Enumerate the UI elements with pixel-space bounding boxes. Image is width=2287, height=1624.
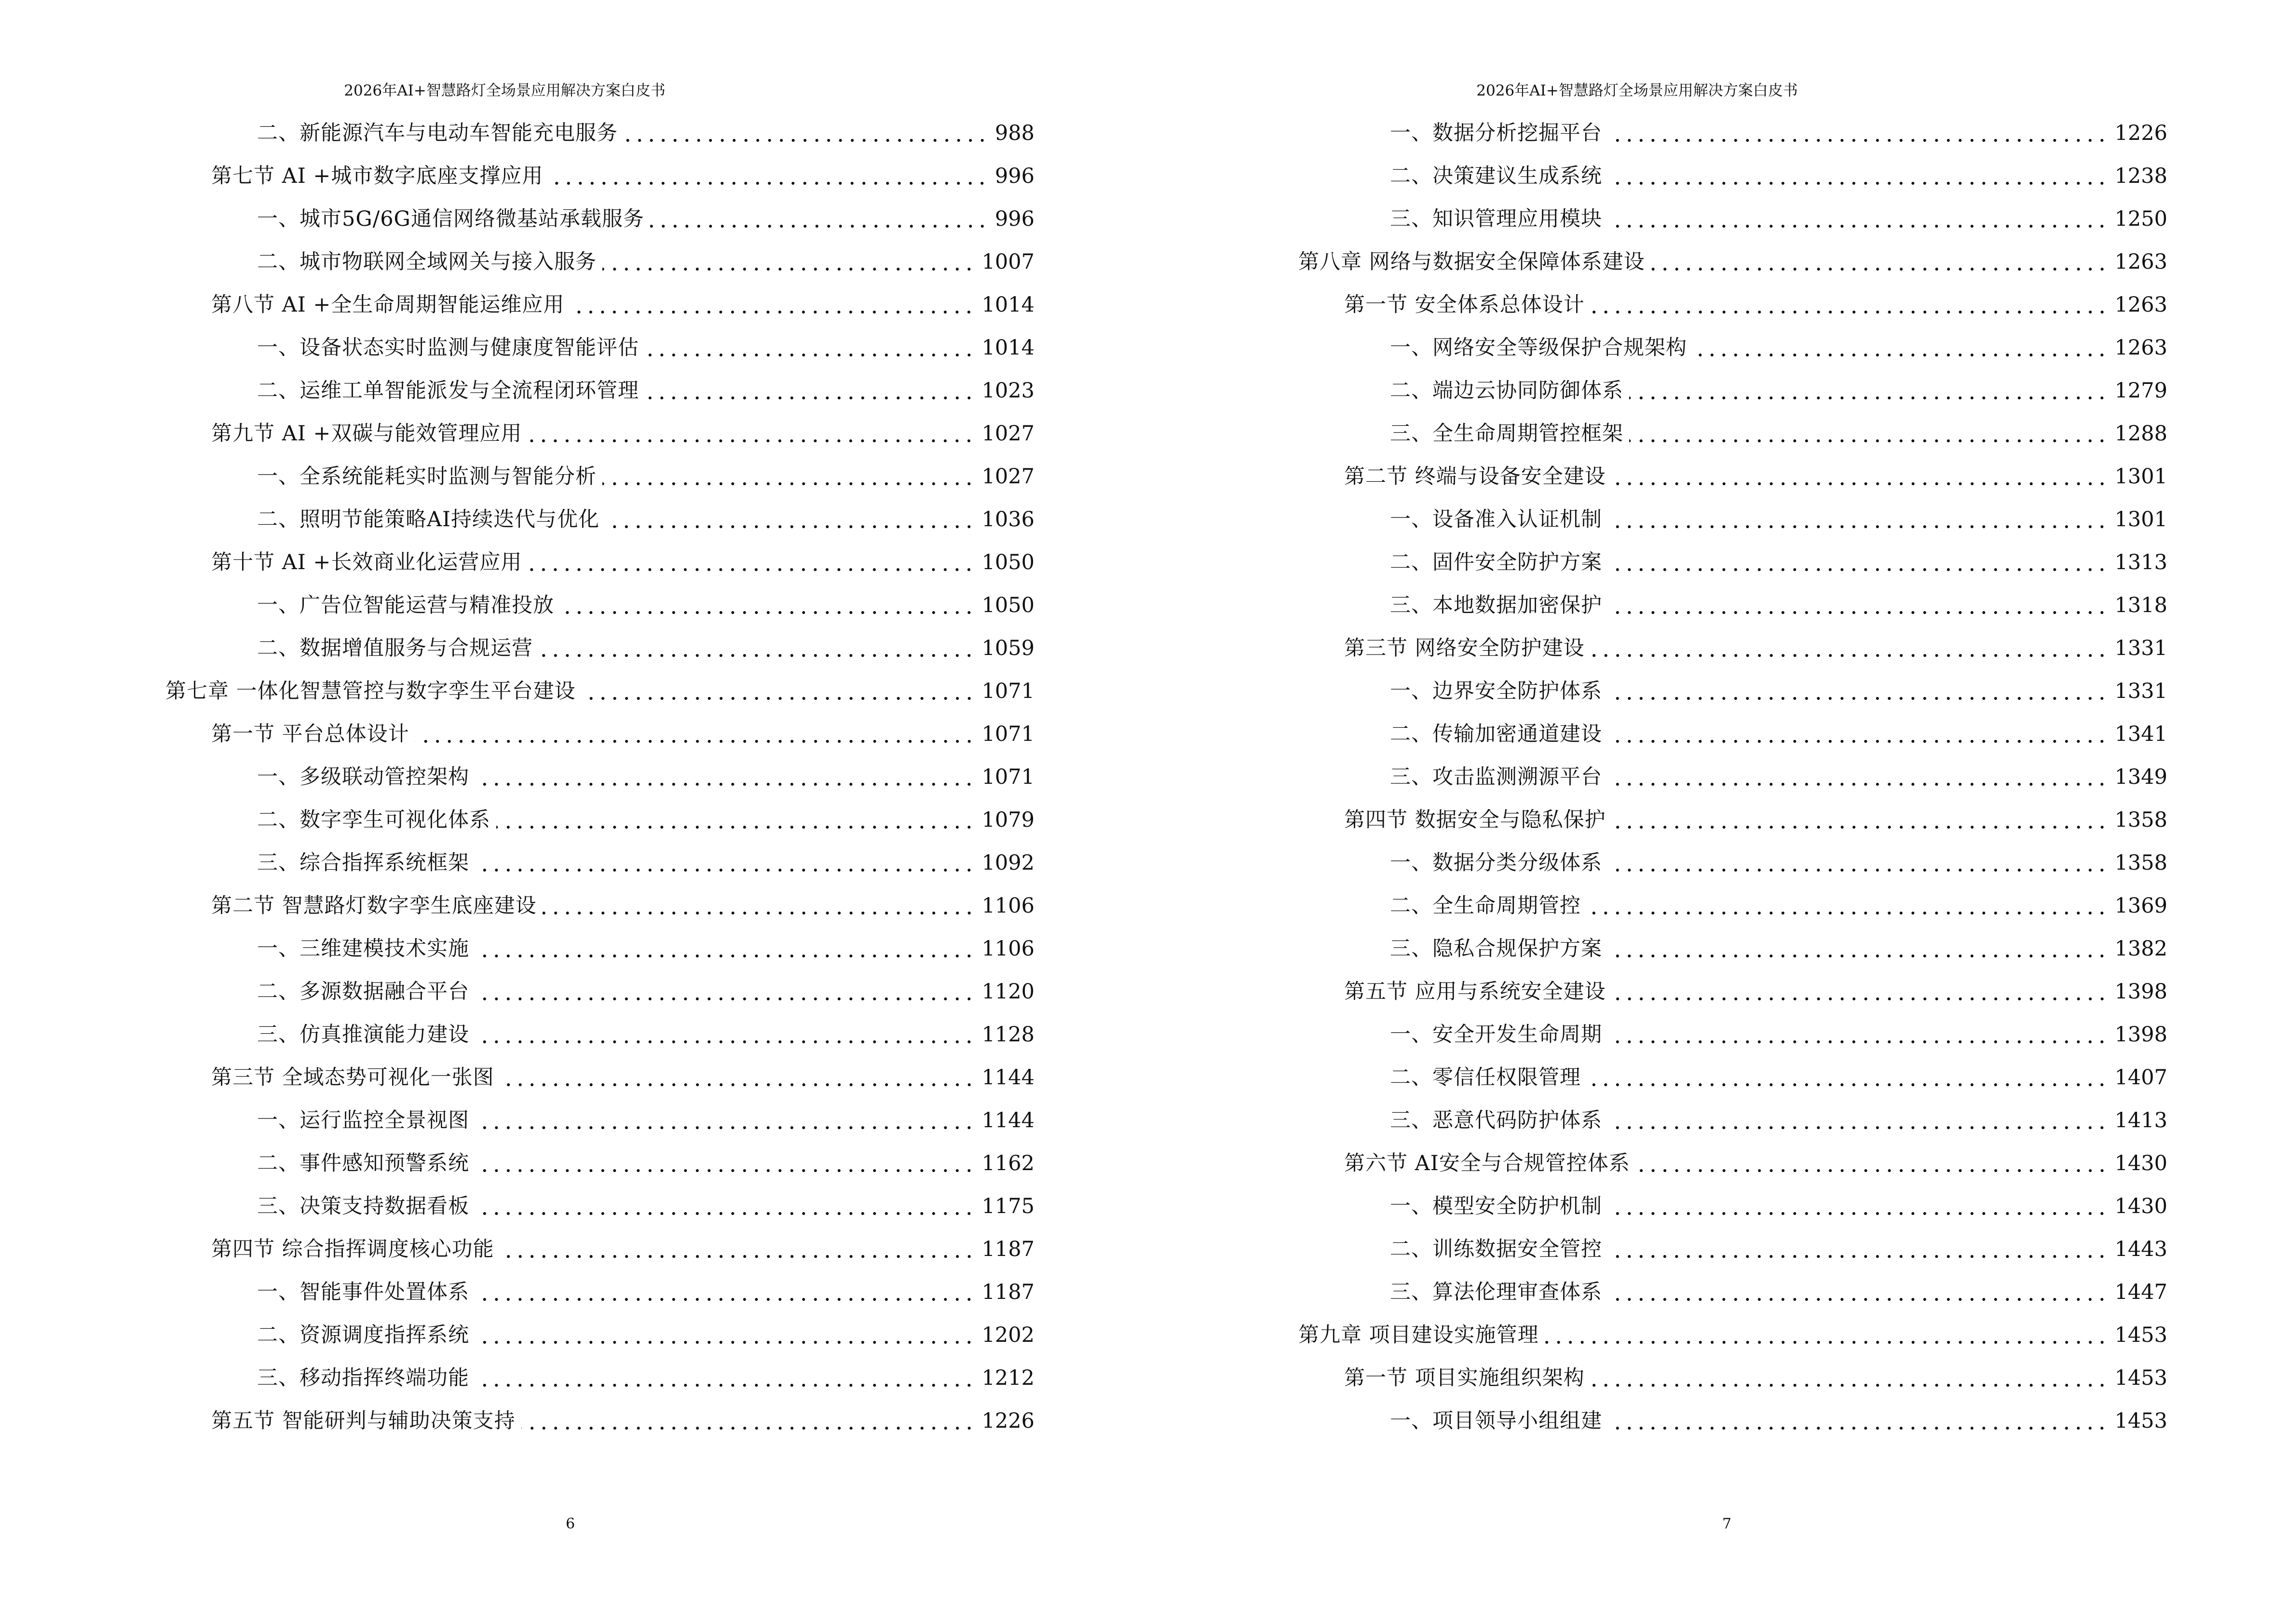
- toc-subsection-entry[interactable]: [165, 842, 1035, 885]
- toc-entry-page-number: 1263: [2114, 336, 2167, 360]
- toc-entry-page-number: 1212: [981, 1366, 1035, 1390]
- toc-subsection-entry[interactable]: [165, 455, 1035, 498]
- toc-entry-page-number: 1071: [981, 722, 1035, 746]
- toc-entry-title: 三、恶意代码防护体系: [1390, 1108, 1602, 1133]
- toc-subsection-entry[interactable]: [1298, 584, 2167, 627]
- toc-entry-page-number: 1382: [2114, 937, 2167, 961]
- toc-entry-title: 第六节 AI安全与合规管控体系: [1344, 1151, 1630, 1175]
- dot-leader: [1629, 436, 2108, 446]
- toc-entry-page-number: 1106: [981, 894, 1035, 918]
- toc-entry-title: 二、照明节能策略AI持续迭代与优化: [257, 507, 600, 532]
- toc-entry-title: 一、网络安全等级保护合规架构: [1390, 336, 1687, 360]
- toc-subsection-entry[interactable]: [1298, 155, 2167, 198]
- dot-leader: [1608, 1037, 2108, 1047]
- toc-subsection-entry[interactable]: [165, 627, 1035, 670]
- running-header: 2026年AI+智慧路灯全场景应用解决方案白皮书: [344, 82, 666, 99]
- dot-leader: [528, 565, 975, 574]
- dot-leader: [645, 393, 975, 403]
- toc-entry-title: 三、决策支持数据看板: [257, 1194, 469, 1218]
- toc-entry-page-number: 1027: [981, 464, 1035, 489]
- toc-subsection-entry[interactable]: [165, 241, 1035, 284]
- toc-subsection-entry[interactable]: [165, 970, 1035, 1013]
- toc-entry-page-number: 1349: [2114, 765, 2167, 789]
- toc-entry-title: 二、城市物联网全域网关与接入服务: [257, 250, 597, 274]
- toc-entry-page-number: 1413: [2114, 1108, 2167, 1133]
- dot-leader: [624, 136, 988, 145]
- toc-subsection-entry[interactable]: [1298, 1099, 2167, 1142]
- toc-entry-title: 第五节 智能研判与辅助决策支持: [211, 1409, 516, 1433]
- toc-entry-title: 第八章 网络与数据安全保障体系建设: [1298, 250, 1645, 274]
- right-page: [1144, 0, 2287, 1624]
- toc-entry-page-number: 1407: [2114, 1065, 2167, 1090]
- toc-entry-title: 二、决策建议生成系统: [1390, 164, 1602, 188]
- dot-leader: [415, 737, 975, 746]
- toc-entry-title: 二、新能源汽车与电动车智能充电服务: [257, 121, 618, 145]
- toc-entry-title: 二、运维工单智能派发与全流程闭环管理: [257, 379, 639, 403]
- toc-entry-page-number: 1014: [981, 336, 1035, 360]
- toc-entry-title: 三、全生命周期管控框架: [1390, 422, 1623, 446]
- toc-entry-title: 第三节 全域态势可视化一张图: [211, 1065, 494, 1090]
- toc-subsection-entry[interactable]: [165, 1357, 1035, 1400]
- toc-entry-page-number: 1398: [2114, 980, 2167, 1004]
- toc-entry-title: 一、智能事件处置体系: [257, 1280, 469, 1304]
- dot-leader: [475, 1295, 975, 1304]
- toc-entry-title: 第一节 项目实施组织架构: [1344, 1366, 1585, 1390]
- toc-entry-title: 第四节 数据安全与隐私保护: [1344, 808, 1606, 832]
- toc-section-entry[interactable]: [165, 1056, 1035, 1099]
- toc-entry-page-number: 1079: [981, 808, 1035, 832]
- toc-entry-page-number: 1226: [981, 1409, 1035, 1433]
- toc-entry-page-number: 1092: [981, 851, 1035, 875]
- dot-leader: [1608, 1423, 2108, 1433]
- toc-entry-page-number: 1027: [981, 422, 1035, 446]
- toc-entry-page-number: 1202: [981, 1323, 1035, 1347]
- toc-subsection-entry[interactable]: [1298, 1056, 2167, 1099]
- toc-entry-page-number: 1263: [2114, 293, 2167, 317]
- toc-entry-page-number: 1187: [981, 1280, 1035, 1304]
- toc-entry-page-number: 996: [994, 164, 1035, 188]
- toc-subsection-entry[interactable]: [165, 498, 1035, 541]
- toc-entry-title: 二、零信任权限管理: [1390, 1065, 1581, 1090]
- toc-entry-page-number: 1144: [981, 1065, 1035, 1090]
- toc-entry-page-number: 1453: [2114, 1366, 2167, 1390]
- toc-subsection-entry[interactable]: [1298, 885, 2167, 928]
- toc-entry-page-number: 1071: [981, 765, 1035, 789]
- dot-leader: [570, 307, 975, 317]
- toc-entry-title: 三、综合指挥系统框架: [257, 851, 469, 875]
- dot-leader: [521, 1423, 975, 1433]
- dot-leader: [500, 1252, 975, 1261]
- dot-leader: [605, 522, 975, 532]
- toc-entry-page-number: 1301: [2114, 464, 2167, 489]
- toc-subsection-entry[interactable]: [1298, 198, 2167, 241]
- dot-leader: [528, 436, 975, 446]
- toc-subsection-entry[interactable]: [165, 584, 1035, 627]
- toc-entry-page-number: 1023: [981, 379, 1035, 403]
- dot-leader: [475, 865, 975, 875]
- toc-entry-title: 一、模型安全防护机制: [1390, 1194, 1602, 1218]
- dot-leader: [1608, 779, 2108, 789]
- toc-entry-page-number: 1430: [2114, 1194, 2167, 1218]
- toc-entry-title: 第二节 智慧路灯数字孪生底座建设: [211, 894, 537, 918]
- toc-subsection-entry[interactable]: [165, 756, 1035, 799]
- dot-leader: [602, 479, 975, 489]
- dot-leader: [475, 1037, 975, 1047]
- dot-leader: [539, 651, 975, 660]
- toc-entry-page-number: 1313: [2114, 550, 2167, 574]
- dot-leader: [1608, 865, 2108, 875]
- toc-entry-page-number: 1175: [981, 1194, 1035, 1218]
- toc-subsection-entry[interactable]: [1298, 842, 2167, 885]
- dot-leader: [500, 1080, 975, 1090]
- toc-chapter-entry[interactable]: [1298, 1314, 2167, 1357]
- toc-entry-page-number: 1443: [2114, 1237, 2167, 1261]
- toc-entry-page-number: 1279: [2114, 379, 2167, 403]
- dot-leader: [1591, 651, 2108, 660]
- dot-leader: [475, 1337, 975, 1347]
- toc-section-entry[interactable]: [165, 155, 1035, 198]
- dot-leader: [475, 994, 975, 1004]
- toc-entry-page-number: 1358: [2114, 808, 2167, 832]
- toc-entry-title: 一、运行监控全景视图: [257, 1108, 469, 1133]
- toc-entry-title: 第八节 AI +全生命周期智能运维应用: [211, 293, 565, 317]
- toc-subsection-entry[interactable]: [165, 327, 1035, 369]
- toc-entry-page-number: 1288: [2114, 422, 2167, 446]
- toc-subsection-entry[interactable]: [1298, 369, 2167, 412]
- toc-entry-title: 第一节 安全体系总体设计: [1344, 293, 1585, 317]
- toc-entry-title: 第七节 AI +城市数字底座支撑应用: [211, 164, 544, 188]
- toc-subsection-entry[interactable]: [1298, 670, 2167, 713]
- toc-subsection-entry[interactable]: [165, 369, 1035, 412]
- toc-entry-title: 第九章 项目建设实施管理: [1298, 1323, 1539, 1347]
- toc-section-entry[interactable]: [165, 713, 1035, 756]
- toc-subsection-entry[interactable]: [165, 198, 1035, 241]
- toc-entry-page-number: 1187: [981, 1237, 1035, 1261]
- toc-entry-page-number: 1050: [981, 593, 1035, 617]
- toc-entry-title: 一、设备准入认证机制: [1390, 507, 1602, 532]
- toc-chapter-entry[interactable]: [165, 670, 1035, 713]
- toc-section-entry[interactable]: [165, 885, 1035, 928]
- toc-subsection-entry[interactable]: [165, 1185, 1035, 1228]
- toc-subsection-entry[interactable]: [1298, 1185, 2167, 1228]
- toc-entry-page-number: 1447: [2114, 1280, 2167, 1304]
- toc-entry-page-number: 1250: [2114, 207, 2167, 231]
- toc-section-entry[interactable]: [1298, 1142, 2167, 1185]
- toc-subsection-entry[interactable]: [1298, 1271, 2167, 1314]
- toc-entry-title: 三、算法伦理审查体系: [1390, 1280, 1602, 1304]
- toc-section-entry[interactable]: [165, 1400, 1035, 1443]
- toc-subsection-entry[interactable]: [165, 1271, 1035, 1314]
- toc-section-entry[interactable]: [1298, 455, 2167, 498]
- dot-leader: [1591, 1380, 2108, 1390]
- dot-leader: [1612, 822, 2108, 832]
- toc-subsection-entry[interactable]: [165, 928, 1035, 970]
- dot-leader: [1608, 1123, 2108, 1133]
- toc-entry-title: 一、项目领导小组组建: [1390, 1409, 1602, 1433]
- dot-leader: [1608, 178, 2108, 188]
- page-number: 7: [1722, 1515, 1732, 1532]
- toc-entry-title: 一、边界安全防护体系: [1390, 679, 1602, 703]
- toc-section-entry[interactable]: [1298, 627, 2167, 670]
- toc-entry-page-number: 996: [994, 207, 1035, 231]
- dot-leader: [560, 608, 975, 617]
- toc-entry-title: 一、设备状态实时监测与健康度智能评估: [257, 336, 639, 360]
- dot-leader: [1591, 307, 2108, 317]
- toc-subsection-entry[interactable]: [1298, 1228, 2167, 1271]
- dot-leader: [1612, 994, 2108, 1004]
- toc-subsection-entry[interactable]: [165, 1099, 1035, 1142]
- toc-section-entry[interactable]: [165, 541, 1035, 584]
- toc-subsection-entry[interactable]: [1298, 327, 2167, 369]
- toc-entry-title: 二、资源调度指挥系统: [257, 1323, 469, 1347]
- dot-leader: [1545, 1337, 2108, 1347]
- toc-entry-page-number: 1453: [2114, 1323, 2167, 1347]
- toc-subsection-entry[interactable]: [165, 1142, 1035, 1185]
- dot-leader: [496, 822, 975, 832]
- toc-entry-title: 二、多源数据融合平台: [257, 980, 469, 1004]
- toc-entry-title: 一、数据分类分级体系: [1390, 851, 1602, 875]
- toc-entry-page-number: 1050: [981, 550, 1035, 574]
- dot-leader: [1608, 694, 2108, 703]
- toc-entry-title: 第二节 终端与设备安全建设: [1344, 464, 1606, 489]
- toc-entry-page-number: 1036: [981, 507, 1035, 532]
- dot-leader: [1608, 608, 2108, 617]
- toc-entry-page-number: 1014: [981, 293, 1035, 317]
- dot-leader: [1608, 951, 2108, 961]
- toc-section-entry[interactable]: [1298, 799, 2167, 842]
- toc-entry-page-number: 1453: [2114, 1409, 2167, 1433]
- toc-entry-page-number: 1318: [2114, 593, 2167, 617]
- toc-entry-title: 二、固件安全防护方案: [1390, 550, 1602, 574]
- dot-leader: [1651, 264, 2108, 274]
- toc-entry-title: 三、移动指挥终端功能: [257, 1366, 469, 1390]
- toc-entry-title: 一、城市5G/6G通信网络微基站承载服务: [257, 207, 644, 231]
- toc-entry-page-number: 1238: [2114, 164, 2167, 188]
- toc-entry-title: 二、数字孪生可视化体系: [257, 808, 490, 832]
- dot-leader: [549, 178, 988, 188]
- toc-entry-title: 第一节 平台总体设计: [211, 722, 409, 746]
- dot-leader: [1608, 136, 2108, 145]
- toc-section-entry[interactable]: [165, 284, 1035, 327]
- toc-entry-title: 一、多级联动管控架构: [257, 765, 469, 789]
- toc-entry-page-number: 1430: [2114, 1151, 2167, 1175]
- toc-section-entry[interactable]: [1298, 284, 2167, 327]
- toc-section-entry[interactable]: [165, 1228, 1035, 1271]
- toc-entry-title: 一、数据分析挖掘平台: [1390, 121, 1602, 145]
- toc-entry-page-number: 1128: [981, 1023, 1035, 1047]
- dot-leader: [475, 1166, 975, 1175]
- toc-entry-page-number: 1071: [981, 679, 1035, 703]
- dot-leader: [475, 779, 975, 789]
- toc-entry-page-number: 1331: [2114, 636, 2167, 660]
- toc-entry-page-number: 1106: [981, 937, 1035, 961]
- dot-leader: [1612, 479, 2108, 489]
- toc-entry-page-number: 1162: [981, 1151, 1035, 1175]
- dot-leader: [1608, 565, 2108, 574]
- toc-section-entry[interactable]: [1298, 1357, 2167, 1400]
- dot-leader: [1608, 737, 2108, 746]
- dot-leader: [1636, 1166, 2108, 1175]
- toc-entry-page-number: 1341: [2114, 722, 2167, 746]
- page-number: 6: [565, 1515, 575, 1532]
- toc-subsection-entry[interactable]: [165, 112, 1035, 155]
- toc-entry-title: 三、仿真推演能力建设: [257, 1023, 469, 1047]
- toc-section-entry[interactable]: [165, 412, 1035, 455]
- toc-subsection-entry[interactable]: [1298, 1400, 2167, 1443]
- dot-leader: [543, 908, 975, 918]
- toc-entry-page-number: 1263: [2114, 250, 2167, 274]
- toc-entry-title: 第五节 应用与系统安全建设: [1344, 980, 1606, 1004]
- toc-entry-title: 三、本地数据加密保护: [1390, 593, 1602, 617]
- toc-entry-title: 二、数据增值服务与合规运营: [257, 636, 533, 660]
- table-of-contents: [1298, 112, 2167, 1443]
- dot-leader: [1608, 221, 2108, 231]
- toc-entry-title: 二、传输加密通道建设: [1390, 722, 1602, 746]
- toc-subsection-entry[interactable]: [165, 1013, 1035, 1056]
- toc-entry-title: 第四节 综合指挥调度核心功能: [211, 1237, 494, 1261]
- toc-entry-title: 一、安全开发生命周期: [1390, 1023, 1602, 1047]
- toc-entry-title: 一、三维建模技术实施: [257, 937, 469, 961]
- toc-subsection-entry[interactable]: [1298, 928, 2167, 970]
- toc-entry-title: 一、全系统能耗实时监测与智能分析: [257, 464, 597, 489]
- toc-entry-page-number: 1331: [2114, 679, 2167, 703]
- dot-leader: [1608, 1295, 2108, 1304]
- toc-entry-title: 二、训练数据安全管控: [1390, 1237, 1602, 1261]
- dot-leader: [650, 221, 988, 231]
- toc-entry-page-number: 1398: [2114, 1023, 2167, 1047]
- toc-entry-title: 第十节 AI +长效商业化运营应用: [211, 550, 522, 574]
- toc-entry-page-number: 1120: [981, 980, 1035, 1004]
- dot-leader: [602, 264, 975, 274]
- toc-subsection-entry[interactable]: [1298, 756, 2167, 799]
- toc-subsection-entry[interactable]: [1298, 541, 2167, 584]
- dot-leader: [1608, 1252, 2108, 1261]
- toc-entry-title: 三、知识管理应用模块: [1390, 207, 1602, 231]
- toc-entry-title: 第七章 一体化智慧管控与数字孪生平台建设: [165, 679, 576, 703]
- toc-entry-page-number: 1301: [2114, 507, 2167, 532]
- toc-subsection-entry[interactable]: [1298, 1013, 2167, 1056]
- dot-leader: [1587, 1080, 2108, 1090]
- toc-chapter-entry[interactable]: [1298, 241, 2167, 284]
- toc-subsection-entry[interactable]: [165, 1314, 1035, 1357]
- dot-leader: [1608, 522, 2108, 532]
- toc-entry-title: 二、全生命周期管控: [1390, 894, 1581, 918]
- toc-entry-page-number: 1059: [981, 636, 1035, 660]
- dot-leader: [1629, 393, 2108, 403]
- dot-leader: [1587, 908, 2108, 918]
- dot-leader: [1693, 350, 2108, 360]
- toc-entry-title: 三、隐私合规保护方案: [1390, 937, 1602, 961]
- toc-subsection-entry[interactable]: [1298, 498, 2167, 541]
- dot-leader: [1608, 1209, 2108, 1218]
- dot-leader: [475, 951, 975, 961]
- toc-entry-title: 二、端边云协同防御体系: [1390, 379, 1623, 403]
- dot-leader: [475, 1123, 975, 1133]
- toc-subsection-entry[interactable]: [1298, 112, 2167, 155]
- toc-section-entry[interactable]: [1298, 970, 2167, 1013]
- toc-subsection-entry[interactable]: [1298, 713, 2167, 756]
- toc-entry-title: 一、广告位智能运营与精准投放: [257, 593, 554, 617]
- toc-entry-title: 第三节 网络安全防护建设: [1344, 636, 1585, 660]
- toc-entry-page-number: 1369: [2114, 894, 2167, 918]
- toc-entry-title: 二、事件感知预警系统: [257, 1151, 469, 1175]
- running-header: 2026年AI+智慧路灯全场景应用解决方案白皮书: [1476, 82, 1798, 99]
- toc-entry-page-number: 1007: [981, 250, 1035, 274]
- toc-entry-page-number: 1226: [2114, 121, 2167, 145]
- toc-subsection-entry[interactable]: [1298, 412, 2167, 455]
- toc-entry-title: 第九节 AI +双碳与能效管理应用: [211, 422, 522, 446]
- dot-leader: [582, 694, 975, 703]
- dot-leader: [475, 1209, 975, 1218]
- table-of-contents: [165, 112, 1035, 1443]
- toc-subsection-entry[interactable]: [165, 799, 1035, 842]
- toc-entry-title: 三、攻击监测溯源平台: [1390, 765, 1602, 789]
- toc-entry-page-number: 1144: [981, 1108, 1035, 1133]
- dot-leader: [645, 350, 975, 360]
- dot-leader: [475, 1380, 975, 1390]
- toc-entry-page-number: 1358: [2114, 851, 2167, 875]
- toc-entry-page-number: 988: [994, 121, 1035, 145]
